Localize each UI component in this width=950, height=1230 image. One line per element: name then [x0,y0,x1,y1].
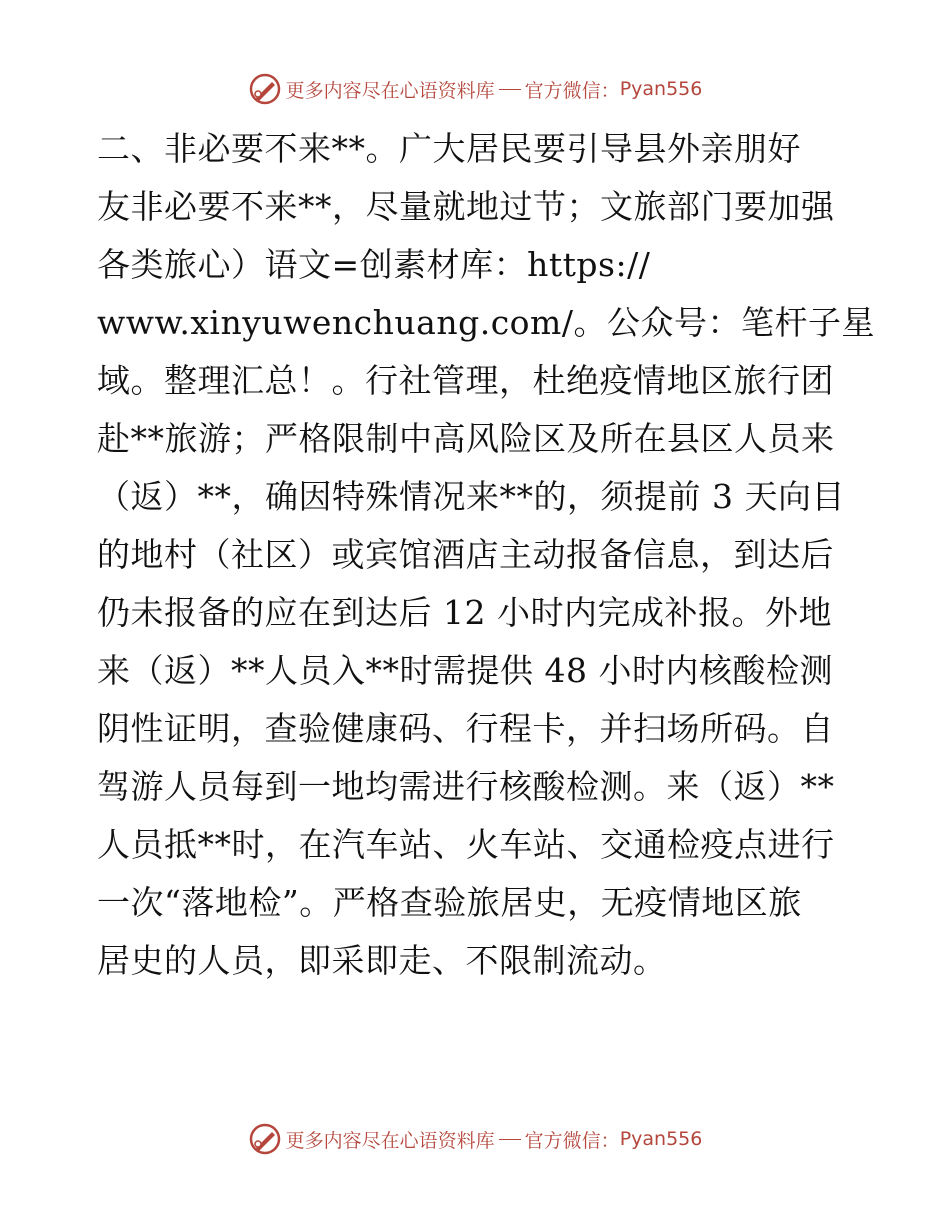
body-line: 阴性证明，查验健康码、行程卡，并扫场所码。自 [97,709,834,748]
body-line: （返）**，确因特殊情况来**的，须提前 3 天向目 [97,477,845,516]
watermark-text: 更多内容尽在心语资料库 [285,1129,495,1152]
body-line: 的地村（社区）或宾馆酒店主动报备信息，到达后 [97,535,834,574]
document-body [97,120,875,990]
body-line: 赴**旅游；严格限制中高风险区及所在县区人员来 [97,419,835,458]
body-line: 来（返）**人员入**时需提供 48 小时内核酸检测 [97,651,833,690]
watermark-wechat-id: Pyan556 [619,1128,703,1150]
header-watermark [0,72,950,106]
watermark-separator [499,1139,521,1140]
watermark-official-label: 官方微信： [524,79,620,102]
footer-watermark [0,1122,950,1156]
body-line: 友非必要不来**，尽量就地过节；文旅部门要加强 [97,187,835,226]
body-line: 居史的人员，即采即走、不限制流动。 [97,941,667,980]
pen-logo-icon [248,72,282,106]
pen-logo-icon [248,1122,282,1156]
watermark-text: 更多内容尽在心语资料库 [285,79,495,102]
body-line: 人员抵**时，在汽车站、火车站、交通检疫点进行 [97,825,835,864]
body-line: 驾游人员每到一地均需进行核酸检测。来（返）** [97,767,835,806]
body-line: 仍未报备的应在到达后 12 小时内完成补报。外地 [97,593,832,632]
body-line: 二、非必要不来**。广大居民要引导县外亲朋好 [97,129,801,168]
body-line: 各类旅心）语文=创素材库：https:// [97,245,651,284]
watermark-separator [499,89,521,90]
body-line: www.xinyuwenchuang.com/。公众号：笔杆子星 [97,303,875,342]
body-line: 域。整理汇总！。行社管理，杜绝疫情地区旅行团 [97,361,834,400]
watermark-official-label: 官方微信： [524,1129,620,1152]
watermark-wechat-id: Pyan556 [619,78,703,100]
body-line: 一次“落地检”。严格查验旅居史，无疫情地区旅 [97,883,802,922]
